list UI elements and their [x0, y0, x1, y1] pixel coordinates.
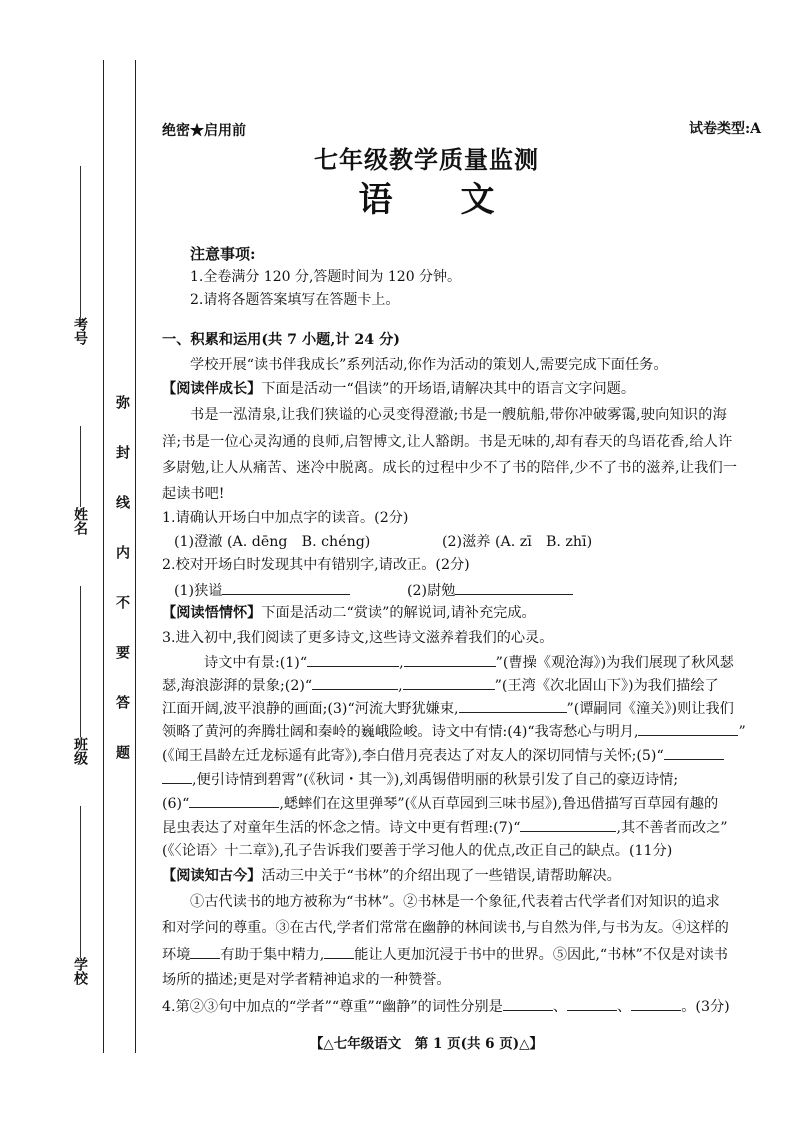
- q3-line: (《〈论语〉十二章》),孔子告诉我们要善于学习他人的优点,改正自己的缺点。(11分): [162, 843, 673, 859]
- activity-2: [162, 603, 761, 623]
- activity-2-label: 【阅读悟情怀】: [162, 605, 262, 621]
- q3-text: 领略了黄河的奔腾壮阔和秦岭的巍峨险峻。诗文中有情:(4)“我寄愁心与明月,: [162, 724, 639, 740]
- answer-blank[interactable]: [403, 675, 495, 690]
- q3-line: 诗文中有景:(1)“ , ”(曹操《观沧海》)为我们展现了秋风瑟: [162, 652, 761, 673]
- q3-line: [162, 745, 761, 766]
- school-blank[interactable]: [80, 806, 81, 957]
- q4-sep: 、: [617, 999, 632, 1015]
- answer-blank[interactable]: [222, 580, 350, 595]
- answer-blank[interactable]: [190, 944, 220, 959]
- activity-3-label: 【阅读知古今】: [162, 868, 262, 884]
- q3-text: ,便引诗情到碧霄”(《秋词・其一》),刘禹锡借明丽的秋景引发了自己的豪迈诗情;: [192, 772, 679, 788]
- answer-blank[interactable]: [638, 721, 738, 736]
- q1-option-a: (1)澄澈 (A. dēng B. chéng): [174, 534, 371, 550]
- q3-text: 昆虫表达了对童年生活的怀念之情。诗文中更有哲理:(7)“: [162, 820, 521, 836]
- activity-1: [162, 379, 761, 399]
- answer-blank[interactable]: [404, 652, 496, 667]
- paper-type: 试卷类型:A: [688, 121, 761, 137]
- q4-score: 。(3分): [681, 999, 730, 1015]
- passage2-text: 环境: [162, 947, 191, 963]
- question-3: 3.进入初中,我们阅读了更多诗文,这些诗文滋养着我们的心灵。: [162, 630, 554, 646]
- answer-blank[interactable]: [631, 996, 681, 1011]
- answer-blank[interactable]: [324, 944, 354, 959]
- exam-no-label: 考号: [72, 317, 88, 345]
- answer-blank[interactable]: [312, 675, 398, 690]
- q3-text: (6)“: [162, 796, 190, 812]
- passage-line: 多尉勉,让人从痛苦、迷冷中脱离。成长的过程中少不了书的陪伴,少不了书的滋养,让我们一: [162, 460, 738, 476]
- activity-1-label: 【阅读伴成长】: [162, 381, 262, 397]
- q3-text: ,其不善者而改之”: [616, 820, 728, 836]
- q4-sep: 、: [552, 999, 568, 1015]
- question-1: 1.请确认开场白中加点字的读音。(2分): [162, 510, 409, 526]
- q2-item-b: [407, 580, 573, 601]
- q3-text: (《闻王昌龄左迁龙标遥有此寄》),李白借月亮表达了对友人的深切同情与关怀;(5)“: [162, 748, 664, 764]
- q3-line: 瑟,海浪澎湃的景象;(2)“ , ”(王湾《次北固山下》)为我们描绘了: [162, 675, 761, 696]
- activity-3-text: 活动三中关于“书林”的介绍出现了一些错误,请帮助解决。: [261, 868, 621, 884]
- question-2-answers: [162, 580, 761, 601]
- q3-text: ”: [738, 724, 746, 740]
- activity-1-text: 下面是活动一“倡读”的开场语,请解决其中的语言文字问题。: [261, 381, 636, 397]
- name-field: [70, 420, 90, 535]
- q3-line: [162, 793, 761, 814]
- page-title: 七年级教学质量监测: [314, 145, 539, 174]
- section-heading: 一、积累和运用(共 7 小题,计 24 分): [162, 332, 400, 348]
- secret-label: 绝密★启用前: [162, 123, 246, 139]
- q3-text: ”(王湾《次北固山下》)为我们描绘了: [494, 678, 719, 694]
- q3-text: 诗文中有景:(1)“: [204, 655, 308, 671]
- answer-blank[interactable]: [520, 817, 616, 832]
- q3-text: 瑟,海浪澎湃的景象;(2)“: [162, 678, 313, 694]
- answer-blank[interactable]: [503, 996, 553, 1011]
- q1-option-b: (2)滋养 (A. zī B. zhī): [442, 534, 593, 550]
- q4-text: 4.第②③句中加点的“学者”“尊重”“幽静”的词性分别是: [162, 999, 503, 1015]
- name-blank[interactable]: [80, 426, 81, 507]
- q3-line: [162, 769, 761, 790]
- passage-line: 起读书吧!: [162, 486, 225, 502]
- passage2-text: 能让人更加沉浸于书中的世界。⑤因此,“书林”不仅是对读书: [354, 947, 728, 963]
- school-field: [70, 800, 90, 985]
- seal-notice: 弥封线内不要答题: [114, 395, 130, 795]
- page-footer: 【△七年级语文 第 1 页(共 6 页)△】: [309, 1036, 544, 1052]
- activity-3: [162, 866, 761, 886]
- question-4: [162, 996, 761, 1017]
- q3-text: ,蟋蟀们在这里弹琴”(《从百草园到三味书屋》),鲁迅借描写百草园有趣的: [279, 796, 719, 812]
- q2-item-b-text: (2)尉勉: [407, 583, 456, 599]
- question-1-options: [162, 532, 761, 552]
- school-label: 学校: [72, 957, 88, 985]
- note-item: 1.全卷满分 120 分,答题时间为 120 分钟。: [190, 269, 462, 285]
- q3-line: [162, 817, 761, 838]
- name-label: 姓名: [72, 507, 88, 535]
- answer-blank[interactable]: [459, 698, 567, 713]
- answer-blank[interactable]: [189, 793, 279, 808]
- answer-blank[interactable]: [567, 996, 617, 1011]
- passage2-line: 场所的描述;更是对学者精神追求的一种赞誉。: [162, 972, 451, 988]
- q2-item-a: (1)狭谥: [174, 583, 223, 599]
- class-field: [70, 580, 90, 765]
- activity-2-text: 下面是活动二“赏读”的解说词,请补充完成。: [261, 605, 536, 621]
- answer-blank[interactable]: [162, 769, 192, 784]
- q3-text: ”(曹操《观沧海》)为我们展现了秋风瑟: [495, 655, 734, 671]
- class-blank[interactable]: [80, 586, 81, 737]
- notes-heading: 注意事项:: [190, 245, 256, 263]
- question-2: 2.校对开场白时发现其中有错别字,请改正。(2分): [162, 557, 470, 573]
- q3-text: 江面开阔,波平浪静的画面;(3)“河流大野犹嫌束,: [162, 701, 459, 717]
- answer-blank[interactable]: [455, 580, 573, 595]
- q3-text: ”(谭嗣同《潼关》)则让我们: [566, 701, 734, 717]
- class-label: 班级: [72, 737, 88, 765]
- passage-line: 洋;书是一位心灵沟通的良师,启智博文,让人豁朗。书是无味的,却有春天的鸟语花香,给人许: [162, 434, 733, 450]
- q3-line: [162, 721, 761, 742]
- subject-title: 语 文: [358, 180, 495, 220]
- passage2-line: [162, 944, 761, 965]
- passage2-line: ①古代读书的地方被称为“书林”。②书林是一个象征,代表着古代学者们对知识的追求: [190, 894, 720, 910]
- q3-line: [162, 698, 761, 719]
- passage-line: 书是一泓清泉,让我们狭谥的心灵变得澄澈;书是一艘航船,带你冲破雾霭,驶向知识的海: [190, 407, 728, 423]
- passage2-line: 和对学问的尊重。③在古代,学者们常常在幽静的林间读书,与自然为伴,与书为友。④这样的: [162, 920, 729, 936]
- answer-blank[interactable]: [664, 745, 724, 760]
- passage2-text: 有助于集中精力,: [220, 947, 325, 963]
- section-intro: 学校开展“读书伴我成长”系列活动,你作为活动的策划人,需要完成下面任务。: [190, 357, 668, 373]
- note-item: 2.请将各题答案填写在答题卡上。: [190, 292, 400, 308]
- answer-blank[interactable]: [307, 652, 399, 667]
